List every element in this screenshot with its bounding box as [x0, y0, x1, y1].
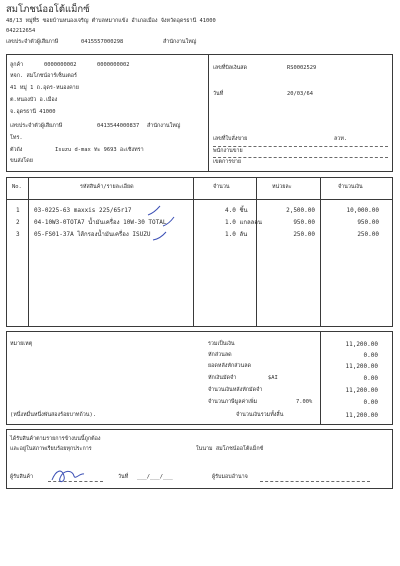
summary-value-1: 11,200.00	[345, 341, 378, 348]
header-amount: จำนวนเงิน	[338, 184, 363, 190]
summary-label-4: หักเงินมัดจำ	[208, 375, 237, 381]
doc-ref-label: เลขที่ใบสั่งขาย	[213, 136, 248, 142]
row-2-item: 04-10W3-0TOTA7 น้ำมันเครื่อง 10W-30 TOTAL	[34, 219, 167, 226]
row-1-qty: 4.0 ชิ้น	[225, 207, 248, 214]
header-price: หน่วยละ	[272, 184, 292, 190]
row-1-amount: 10,000.00	[346, 207, 379, 214]
vehicle-value: Isuzu d-max ทะ 9693 อะเชิงทรา	[55, 147, 144, 153]
customer-code: 0000000002	[44, 62, 77, 68]
customer-address-3: จ.อุดรธานี 41000	[10, 109, 56, 115]
row-3-price: 250.00	[293, 231, 315, 238]
receive-date-label: วันที่	[118, 474, 129, 480]
customer-name: หจก. สมโภชน์อาร์เซ็นเตอร์	[10, 73, 77, 79]
doc-number-label: เลขที่บิลเงินสด	[213, 65, 248, 71]
summary-value-7: 11,200.00	[345, 412, 378, 419]
due-label: เขตการขาย	[213, 159, 242, 165]
summary-label-5: จำนวนเงินหลังหักมัดจำ	[208, 387, 263, 393]
customer-code-label: ลูกค้า	[10, 62, 24, 68]
remark-label: หมายเหตุ	[10, 341, 33, 347]
header-item: รหัสสินค้า/รายละเอียด	[80, 184, 134, 190]
header-no: No.	[12, 184, 22, 190]
summary-label-3: ยอดหลังหักส่วนลด	[208, 363, 252, 369]
summary-label-2: หักส่วนลด	[208, 352, 232, 358]
doc-unit-label: ลวท.	[334, 136, 348, 142]
row-1-price: 2,500.00	[286, 207, 315, 214]
customer-address-2: ต.หนองบัว อ.เมือง	[10, 97, 58, 103]
summary-label-1: รวมเป็นเงิน	[208, 341, 235, 347]
row-2-no: 2	[16, 219, 20, 226]
row-3-item: 05-FS01-37A ไส้กรองน้ำมันเครื่อง ISUZU	[34, 231, 151, 238]
customer-phone-label: โทร.	[10, 135, 23, 141]
row-3-no: 3	[16, 231, 20, 238]
row-1-no: 1	[16, 207, 20, 214]
deposit-code: $AI	[268, 375, 278, 381]
doc-number: RS0002529	[287, 65, 317, 71]
row-2-amount: 950.00	[357, 219, 379, 226]
receive-date-blank: ___/___/___	[137, 474, 173, 480]
doc-date: 20/03/64	[287, 91, 313, 97]
customer-tax-label: เลขประจำตัวผู้เสียภาษี	[10, 123, 63, 129]
salesperson-label: พนักงานขาย	[213, 148, 243, 154]
customer-tax-id: 0413544000837	[97, 123, 140, 129]
row-1-item: 03-0225-63 maxxis 225/65r17	[34, 207, 132, 214]
summary-value-4: 0.00	[363, 375, 378, 382]
header-qty: จำนวน	[213, 184, 230, 190]
company-tax-id: 0415557000298	[81, 39, 124, 45]
summary-value-6: 0.00	[363, 399, 378, 406]
company-phone: 042212654	[6, 28, 36, 34]
company-tax-label: เลขประจำตัวผู้เสียภาษี	[6, 39, 59, 45]
row-2-qty: 1.0 แกลลอน	[225, 219, 263, 226]
vehicle-label: ตัวถัง	[10, 147, 23, 153]
customer-branch: สำนักงานใหญ่	[147, 123, 181, 129]
customer-code-2: 0000000002	[97, 62, 130, 68]
vat-rate: 7.00%	[296, 399, 313, 405]
row-3-amount: 250.00	[357, 231, 379, 238]
customer-address-1: 41 หมู่ 1 ถ.อุดร-หนองคาย	[10, 85, 79, 91]
authorized-label: ผู้รับมอบอำนาจ	[212, 474, 248, 480]
summary-value-5: 11,200.00	[345, 387, 378, 394]
received-note-1: ได้รับสินค้าตามรายการข้างบนนี้ถูกต้อง	[10, 436, 101, 442]
summary-value-2: 0.00	[363, 352, 378, 359]
row-3-qty: 1.0 ลัน	[225, 231, 248, 238]
received-note-2: และอยู่ในสภาพเรียบร้อยทุกประการ	[10, 446, 92, 452]
amount-in-words: (หนึ่งหมื่นหนึ่งพันสองร้อยบาทถ้วน).	[10, 412, 96, 418]
company-address: 48/13 หมู่ที่5 ซอยบ้านหนองเจริญ ตำบลหมากแข้ง อำเภอเมือง จังหวัดอุดรธานี 41000	[6, 18, 216, 24]
row-2-price: 950.00	[293, 219, 315, 226]
receiver-label: ผู้รับสินค้า	[10, 474, 34, 480]
summary-value-3: 11,200.00	[345, 363, 378, 370]
summary-label-6: จำนวนภาษีมูลค่าเพิ่ม	[208, 399, 258, 405]
doc-date-label: วันที่	[213, 91, 224, 97]
summary-label-7: จำนวนเงินรวมทั้งสิ้น	[236, 412, 284, 418]
company-name: สมโภชน์ออโต้แม็กซ์	[6, 4, 90, 15]
on-behalf: ในนาม สมโภชน์ออโต้แม็กซ์	[196, 446, 264, 452]
ship-label: ขนส่งโดย	[10, 158, 33, 164]
company-branch: สำนักงานใหญ่	[163, 39, 197, 45]
